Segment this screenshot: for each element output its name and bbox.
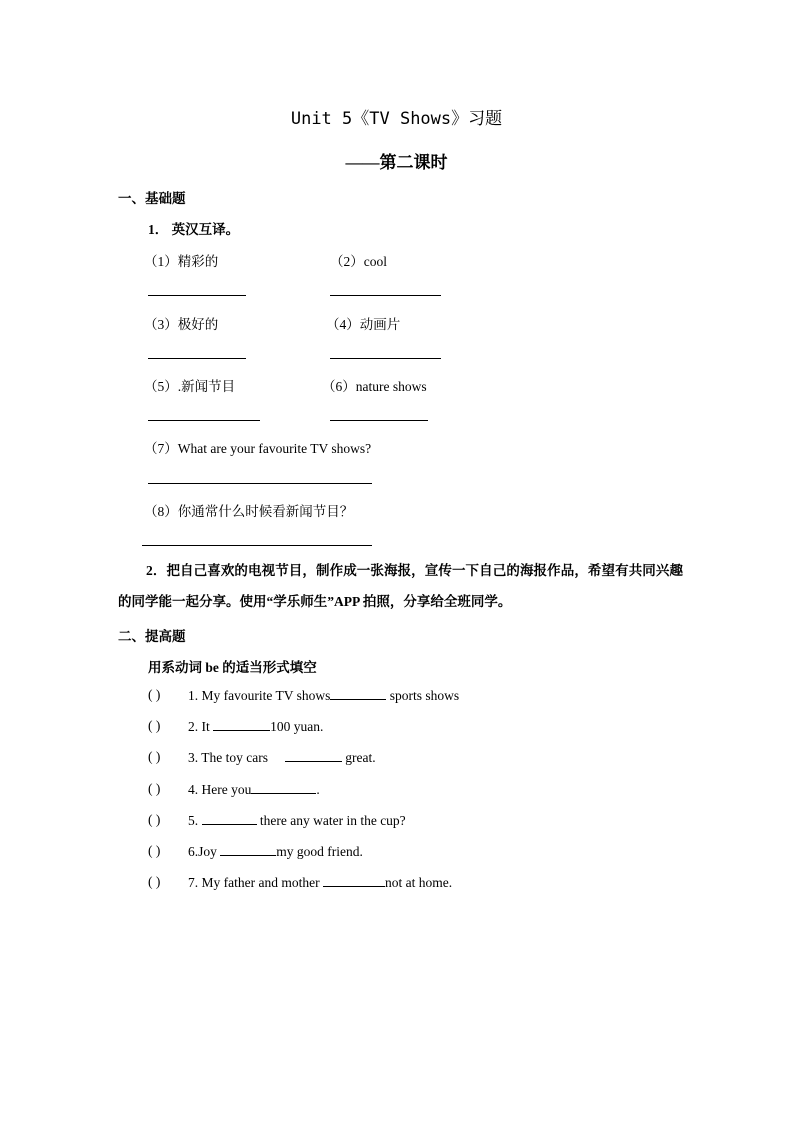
section-heading-advanced: 二、提高题 (118, 629, 186, 644)
answer-paren[interactable]: ( ) (148, 874, 161, 889)
answer-line-1[interactable] (148, 295, 246, 296)
fill-blank[interactable] (323, 874, 385, 887)
answer-paren[interactable]: ( ) (148, 687, 161, 702)
question-text: 2. It (188, 719, 214, 734)
question-text: . (316, 782, 320, 797)
fill-blank[interactable] (213, 718, 270, 731)
question-4 (188, 781, 320, 798)
question-text: 5. (188, 813, 202, 828)
answer-line-5[interactable] (148, 420, 260, 421)
fill-blank[interactable] (330, 687, 386, 700)
question-1 (188, 687, 459, 704)
answer-paren[interactable]: ( ) (148, 812, 161, 827)
page-title: Unit 5《TV Shows》习题 (290, 109, 503, 129)
question-5 (188, 812, 406, 829)
translate-item-1: （1）精彩的 (144, 254, 219, 269)
question-text: 1. My favourite TV shows (188, 688, 331, 703)
translate-item-4: （4）动画片 (326, 317, 401, 332)
answer-paren[interactable]: ( ) (148, 718, 161, 733)
translate-item-7: （7）What are your favourite TV shows? (144, 441, 372, 456)
question-3 (188, 749, 376, 766)
task1-heading: 1． 英汉互译。 (148, 222, 240, 237)
question-text: 7. My father and mother (188, 875, 323, 890)
answer-line-6[interactable] (330, 420, 428, 421)
answer-line-8[interactable] (142, 545, 372, 546)
question-7 (188, 874, 452, 891)
question-text: my good friend. (276, 844, 363, 859)
question-6 (188, 843, 363, 860)
question-text: great. (341, 750, 376, 765)
fill-blank[interactable] (220, 843, 276, 856)
section-heading-basic: 一、基础题 (118, 191, 186, 206)
fill-blank[interactable] (285, 749, 342, 762)
question-text: not at home. (384, 875, 453, 890)
fill-blank[interactable] (251, 781, 316, 794)
question-text: 100 yuan. (270, 719, 324, 734)
question-text: 6.Joy (188, 844, 221, 859)
answer-paren[interactable]: ( ) (148, 749, 161, 764)
answer-line-3[interactable] (148, 358, 246, 359)
question-text: 4. Here you (188, 782, 252, 797)
question-text: there any water in the cup? (256, 813, 406, 828)
answer-line-4[interactable] (330, 358, 441, 359)
answer-paren[interactable]: ( ) (148, 781, 161, 796)
page-subtitle: ——第二课时 (345, 153, 448, 172)
question-text: 3. The toy cars (188, 750, 285, 765)
translate-item-6: （6）nature shows (322, 379, 427, 394)
task2-paragraph: 2．把自己喜欢的电视节目，制作成一张海报，宣传一下自己的海报作品，希望有共同兴趣的同学能一起分享。使用“学乐师生”APP 拍照，分享给全班同学。 (118, 563, 683, 609)
answer-paren[interactable]: ( ) (148, 843, 161, 858)
fill-in-instruction: 用系动词 be 的适当形式填空 (148, 660, 317, 675)
translate-item-3: （3）极好的 (144, 317, 219, 332)
translate-item-2: （2）cool (330, 254, 387, 269)
translate-item-5: （5）.新闻节目 (144, 379, 236, 394)
question-text: sports shows (386, 688, 460, 703)
answer-line-7[interactable] (148, 483, 372, 484)
question-2 (188, 718, 323, 735)
answer-line-2[interactable] (330, 295, 441, 296)
translate-item-8: （8）你通常什么时候看新闻节目？ (144, 504, 354, 519)
fill-blank[interactable] (202, 812, 257, 825)
